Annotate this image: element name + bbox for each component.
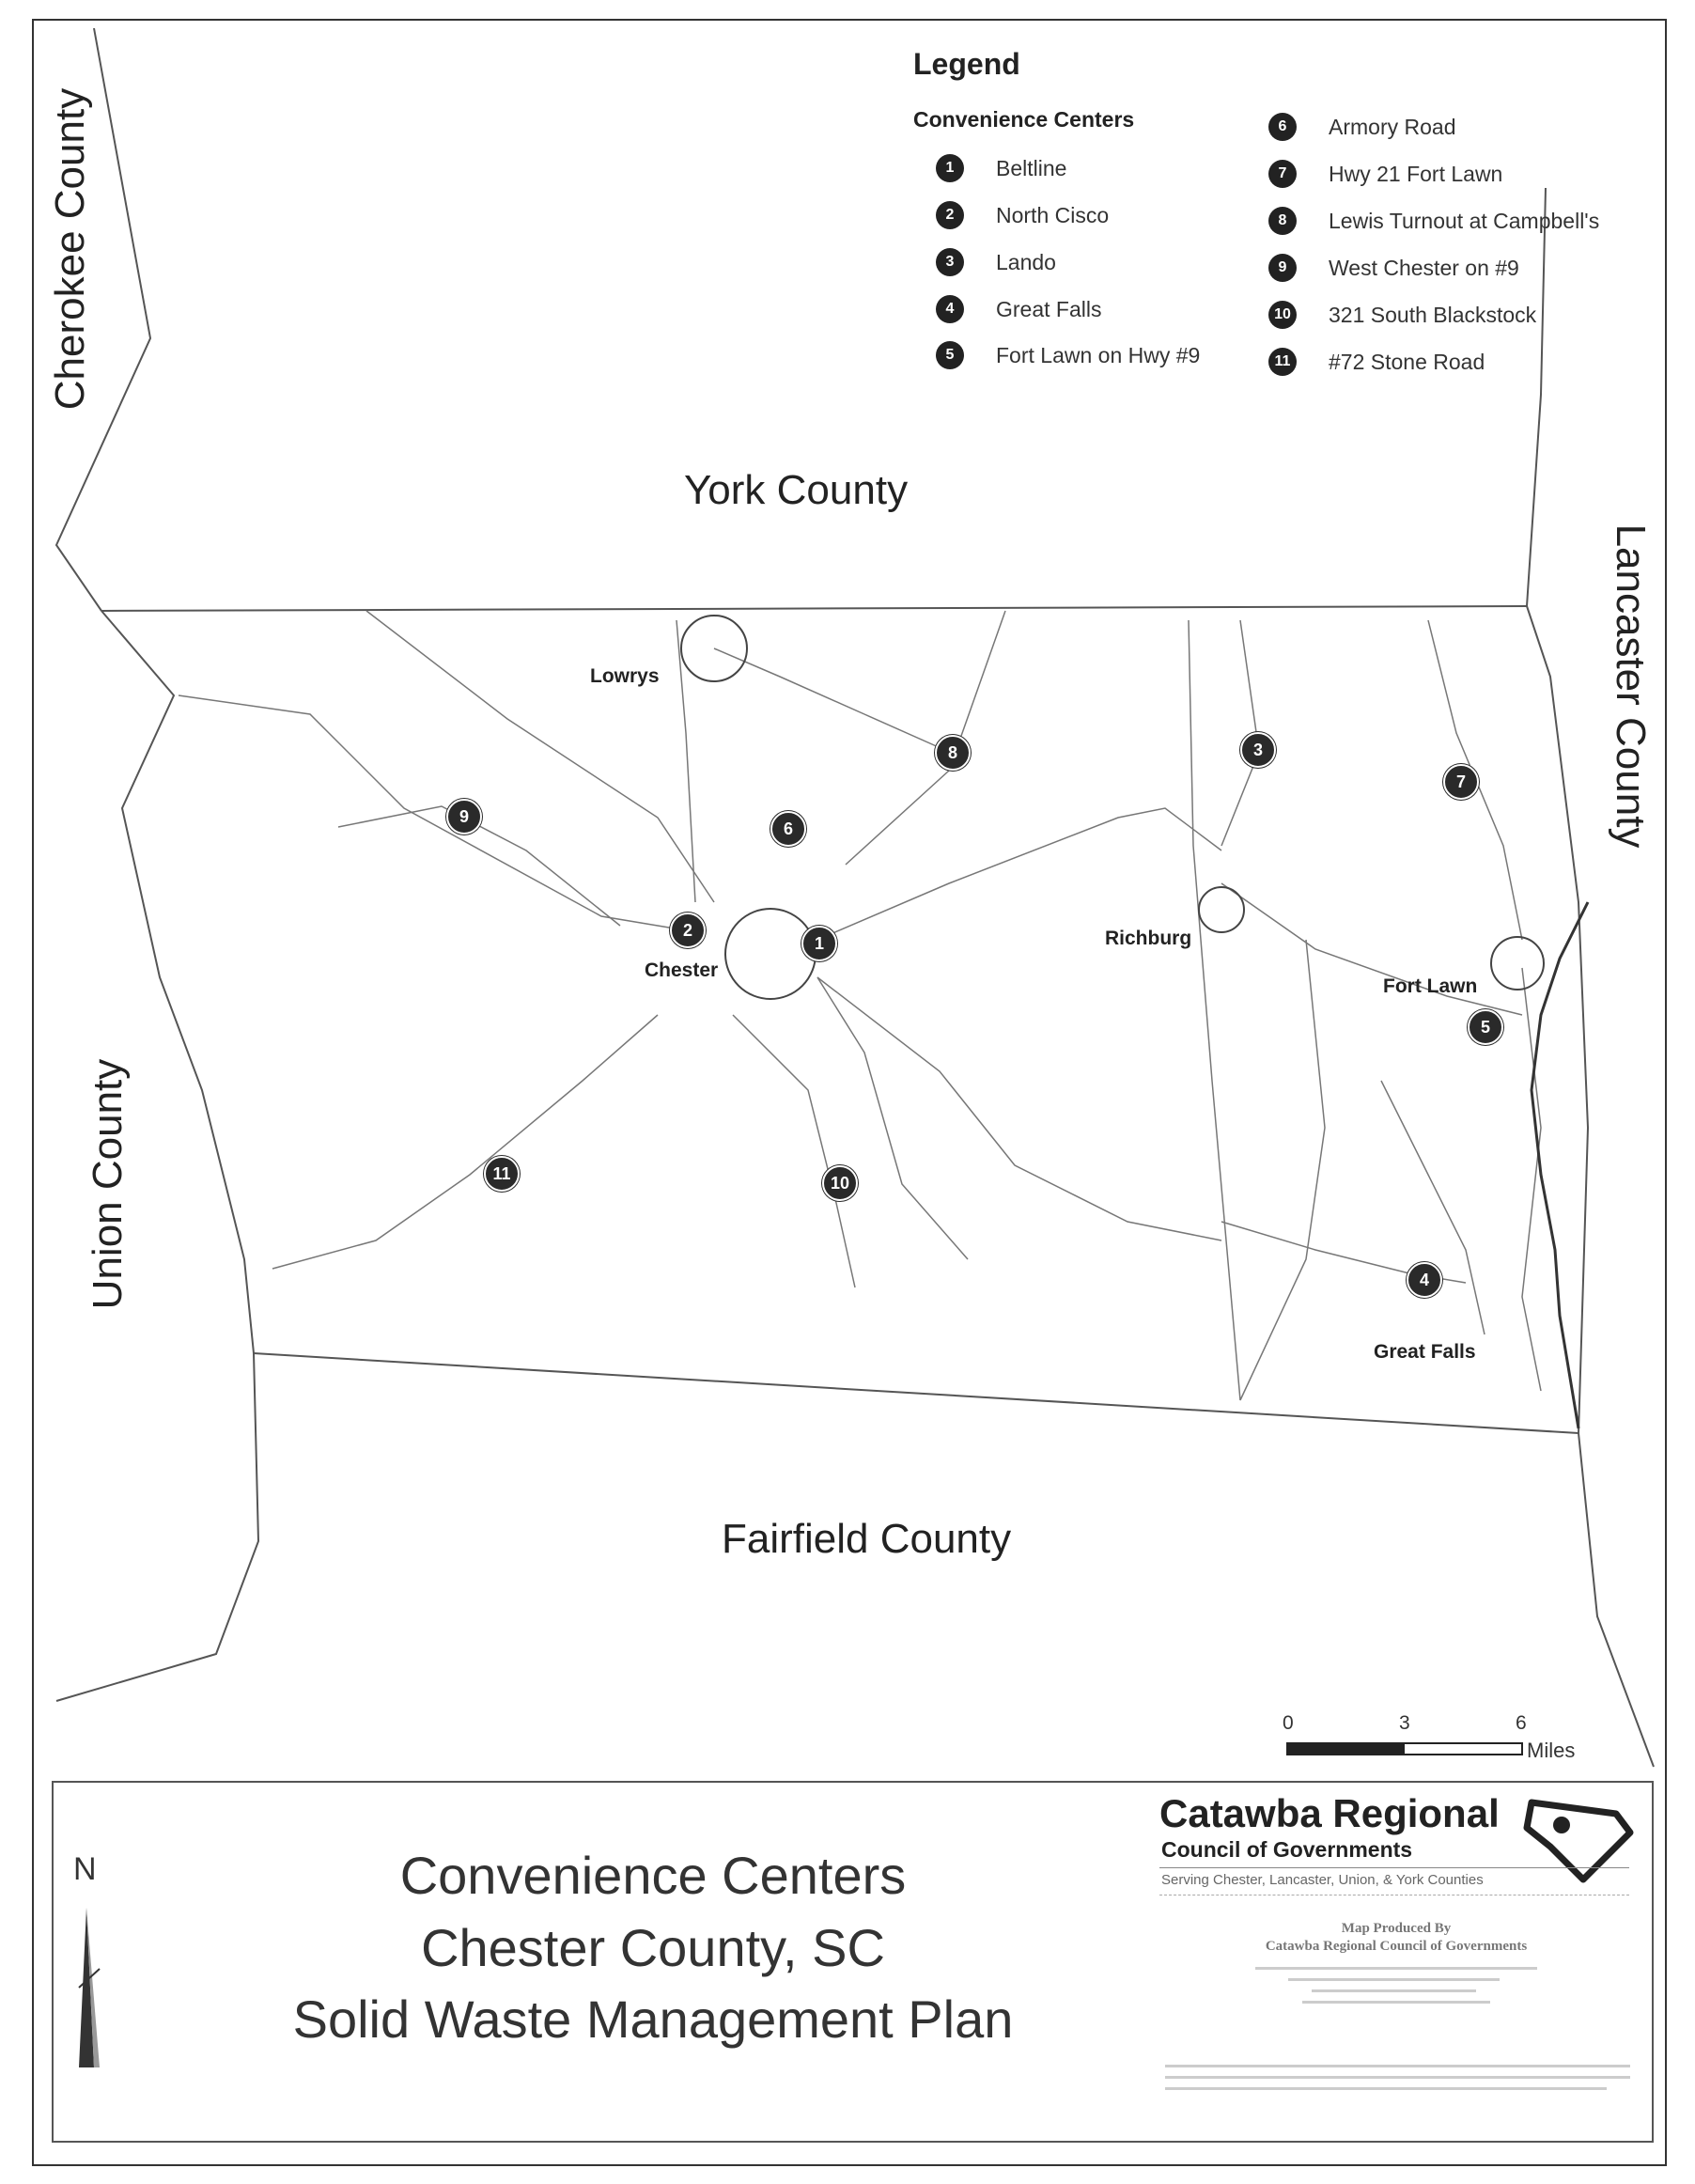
road [366, 611, 714, 902]
union-fairfield-boundary [56, 1353, 258, 1701]
legend-item [1268, 252, 1519, 284]
logo-subname: Council of Governments [1161, 1837, 1413, 1862]
legend-item [936, 339, 1200, 371]
marker-4-great-falls[interactable]: 4 [1407, 1262, 1442, 1298]
road [714, 648, 949, 752]
road [817, 808, 1221, 940]
legend-item [936, 293, 1101, 325]
marker-3-lando[interactable]: 3 [1240, 732, 1276, 768]
title-line-2: Chester County, SC [421, 1918, 885, 1977]
marker-2-north-cisco[interactable]: 2 [670, 913, 706, 948]
legend-marker: 6 [1268, 113, 1297, 141]
legend-label: North Cisco [996, 202, 1110, 227]
legend-marker: 7 [1268, 160, 1297, 188]
scale-bar [1283, 1712, 1611, 1769]
road [1381, 1081, 1485, 1334]
scale-tick: 6 [1516, 1712, 1527, 1734]
fort-lawn-circle [1491, 937, 1544, 990]
legend-label: Hwy 21 Fort Lawn [1329, 161, 1503, 186]
legend-label: Armory Road [1329, 114, 1456, 139]
legend-label: Beltline [996, 155, 1067, 180]
scale-tick: 3 [1399, 1712, 1410, 1734]
title-line-1: Convenience Centers [399, 1846, 907, 1905]
legend-label: West Chester on #9 [1329, 255, 1519, 280]
marker-6-armory-road[interactable]: 6 [770, 811, 806, 847]
legend-title: Legend [913, 47, 1020, 81]
legend-item [936, 152, 1066, 184]
credit-line-1: Map Produced By [1341, 1921, 1452, 1936]
catawba-river [1532, 902, 1588, 1428]
marker-8-lewis-turnout[interactable]: 8 [935, 735, 971, 771]
disclaimer-text-illegible [1165, 2056, 1630, 2113]
scale-tick: 0 [1283, 1712, 1294, 1734]
legend-item [1268, 346, 1485, 378]
legend-label: Fort Lawn on Hwy #9 [996, 342, 1201, 367]
fairfield-county-label: Fairfield County [722, 1516, 1012, 1562]
scale-bar-graphic [1286, 1742, 1523, 1755]
marker-1-beltline[interactable]: 1 [801, 926, 837, 961]
road [179, 695, 686, 930]
road [733, 1015, 855, 1287]
legend-label: #72 Stone Road [1329, 349, 1485, 374]
road [272, 1015, 658, 1269]
marker-9-west-chester[interactable]: 9 [446, 799, 482, 835]
legend-item [1268, 299, 1536, 331]
logo-serving-text: Serving Chester, Lancaster, Union, & York Counties [1161, 1872, 1484, 1888]
marker-5-fort-lawn-hwy9[interactable]: 5 [1468, 1009, 1503, 1045]
legend [911, 47, 1663, 385]
york-chester-boundary [101, 606, 1527, 611]
scale-unit: Miles [1527, 1739, 1576, 1762]
credit-address-illegible [1161, 1958, 1631, 2015]
title-line-3: Solid Waste Management Plan [292, 1989, 1014, 2049]
legend-label: Lewis Turnout at Campbell's [1329, 208, 1600, 233]
road [817, 977, 1221, 1240]
credit-line-2: Catawba Regional Council of Governments [1265, 1939, 1528, 1954]
legend-marker: 3 [936, 248, 964, 276]
town-label-lowrys: Lowrys [590, 665, 660, 687]
richburg-circle [1199, 887, 1244, 932]
town-label-richburg: Richburg [1105, 928, 1192, 949]
legend-item [936, 246, 1056, 278]
fairfield-chester-boundary [254, 1353, 1578, 1433]
legend-item [1268, 158, 1502, 190]
legend-label: Lando [996, 249, 1056, 274]
legend-marker: 5 [936, 341, 964, 369]
chester-circle [725, 909, 816, 999]
lancaster-chester-boundary [1527, 606, 1588, 1433]
legend-marker: 1 [936, 154, 964, 182]
legend-marker: 9 [1268, 254, 1297, 282]
marker-7-hwy21-fort-lawn[interactable]: 7 [1443, 764, 1479, 800]
legend-marker: 8 [1268, 207, 1297, 235]
legend-marker: 4 [936, 295, 964, 323]
legend-item [1268, 205, 1599, 237]
legend-item [936, 199, 1109, 231]
logo-name: Catawba Regional [1159, 1791, 1500, 1835]
town-label-chester: Chester [645, 959, 719, 981]
marker-10-321-south-blackstock[interactable]: 10 [822, 1165, 858, 1201]
union-county-label: Union County [85, 1058, 131, 1310]
road [1240, 940, 1325, 1400]
logo-divider [1159, 1867, 1629, 1868]
legend-marker: 10 [1268, 301, 1297, 329]
interstate-77 [1189, 620, 1240, 1400]
town-label-great-falls: Great Falls [1374, 1341, 1476, 1363]
legend-label: 321 South Blackstock [1329, 302, 1537, 327]
lancaster-county-label: Lancaster County [1608, 523, 1654, 849]
york-county-label: York County [684, 467, 909, 513]
roads [179, 611, 1541, 1400]
north-label: N [73, 1851, 97, 1887]
road [846, 611, 1005, 865]
legend-item [1268, 111, 1455, 143]
legend-subtitle: Convenience Centers [913, 107, 1135, 132]
town-label-fort-lawn: Fort Lawn [1383, 975, 1478, 997]
legend-marker: 2 [936, 201, 964, 229]
legend-label: Great Falls [996, 296, 1102, 321]
cherokee-county-label: Cherokee County [47, 87, 93, 411]
marker-11-72-stone-road[interactable]: 11 [484, 1156, 520, 1192]
legend-marker: 11 [1268, 348, 1297, 376]
